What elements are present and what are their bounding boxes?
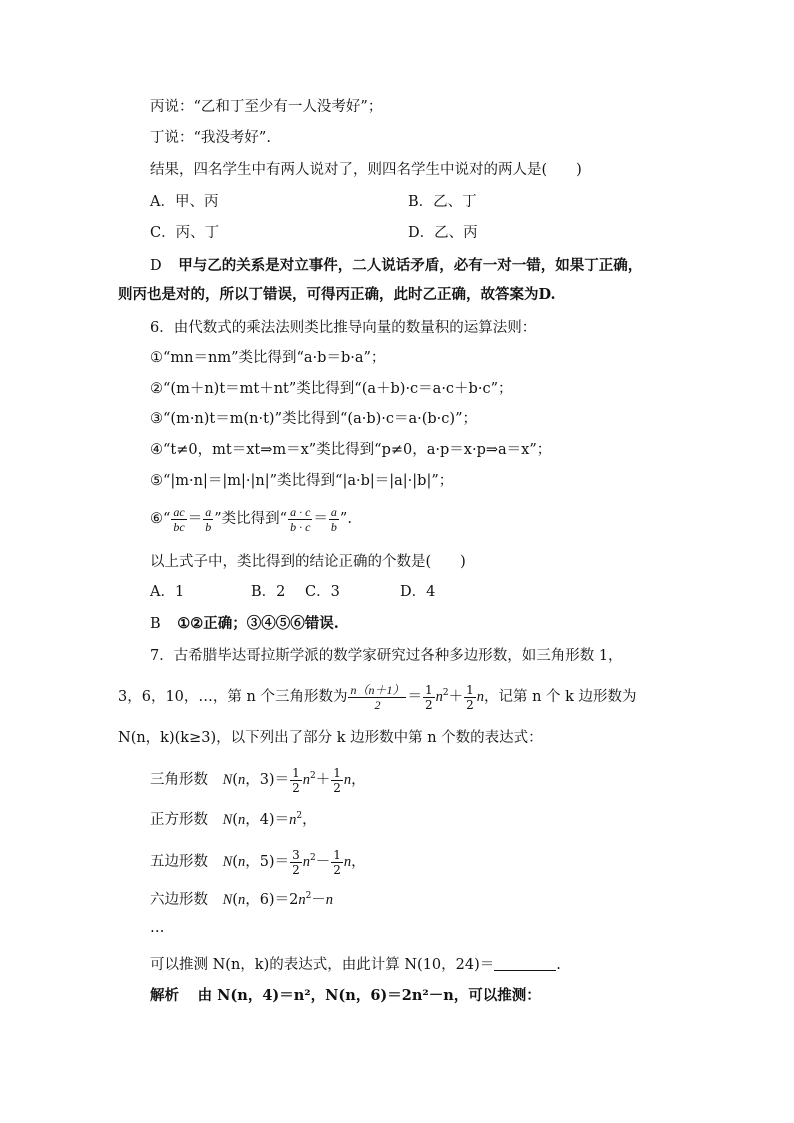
q6-item6-mid: ”类比得到“ bbox=[214, 511, 288, 527]
q6-answer bbox=[150, 614, 339, 634]
q5-option-c: C．丙、丁 bbox=[150, 225, 220, 241]
pent-label: 五边形数 bbox=[150, 854, 208, 870]
fraction-half-1: $\frac{1}{2}$ bbox=[424, 682, 433, 712]
q6-question: 以上式子中，类比得到的结论正确的个数是( ) bbox=[150, 554, 466, 570]
tri-label: 三角形数 bbox=[150, 772, 208, 788]
q7-solution-text: 由 N(n，4)＝n²，N(n，6)＝2n²－n，可以推测： bbox=[197, 987, 541, 1004]
q7-stem-line2-b: ，记第 n 个 k 边形数为 bbox=[484, 689, 637, 705]
q5-question: 结果，四名学生中有两人说对了，则四名学生中说对的两人是( ) bbox=[150, 162, 582, 178]
q6-item-5: ⑤“|m·n|＝|m|·|n|”类比得到“|a·b|＝|a|·|b|”； bbox=[150, 473, 454, 489]
q6-item-1: ①“mn＝nm”类比得到“a·b＝b·a”； bbox=[150, 350, 386, 366]
q6-option-a: A．1 bbox=[150, 584, 185, 600]
statement-ding: 丁说：“我没考好”. bbox=[150, 130, 271, 146]
q7-solution bbox=[150, 986, 541, 1006]
fraction-a-b: $\frac{a}{b}$ bbox=[205, 504, 212, 534]
ellipsis: … bbox=[150, 920, 165, 936]
formula-pentagonal: 五边形数 N(n，5)＝ $\frac{3}{2}$ $n^2-$ $\frac{1}{2}$ n， bbox=[150, 847, 366, 877]
q5-answer-letter: D bbox=[150, 258, 162, 274]
fraction-ac-bc: $\frac{ac}{bc}$ bbox=[173, 504, 185, 534]
q6-item-6: ⑥“ $\frac{ac}{bc}$ ＝ $\frac{a}{b}$ ”类比得到“ $\frac{a \cdot c}{b \cdot c}$ ＝ $\frac{a}{b}$ ”. bbox=[150, 504, 352, 534]
q6-option-b: B．2 bbox=[251, 584, 286, 600]
q6-item-3: ③“(m·n)t＝m(n·t)”类比得到“(a·b)·c＝a·(b·c)”； bbox=[150, 411, 477, 427]
q5-answer-explanation: 甲与乙的关系是对立事件，二人说话矛盾，必有一对一错，如果丁正确， bbox=[178, 257, 643, 274]
statement-bing: 丙说：“乙和丁至少有一人没考好”； bbox=[150, 99, 383, 115]
q5-answer bbox=[150, 256, 642, 276]
q7-stem-line1: 7．古希腊毕达哥拉斯学派的数学家研究过各种多边形数，如三角形数 1， bbox=[150, 648, 623, 664]
q7-ask-text: 可以推测 N(n，k)的表达式，由此计算 N(10，24)＝ bbox=[150, 957, 495, 973]
q5-answer-explanation-cont: 则丙也是对的，所以丁错误，可得丙正确，此时乙正确，故答案为D. bbox=[118, 286, 556, 303]
q6-item6-prefix: ⑥“ bbox=[150, 511, 171, 527]
q6-item-4: ④“t≠0，mt＝xt⇒m＝x”类比得到“p≠0，a·p＝x·p⇒a＝x”； bbox=[150, 442, 552, 458]
q7-stem-line2-a: 3，6，10，…，第 n 个三角形数为 bbox=[118, 689, 348, 705]
fraction-ac-bc-vector: $\frac{a \cdot c}{b \cdot c}$ bbox=[290, 504, 311, 534]
q6-item-2: ②“(m＋n)t＝mt＋nt”类比得到“(a＋b)·c＝a·c＋b·c”； bbox=[150, 381, 513, 397]
formula-triangular: 三角形数 N(n，3)＝ $\frac{1}{2}$ $n^2+$ $\frac{1}{2}$ n， bbox=[150, 765, 366, 795]
fraction-triangular: $\frac{n(n+1)}{2}$ bbox=[350, 682, 405, 712]
q6-item6-suffix: ”. bbox=[339, 511, 352, 527]
q5-option-d: D．乙、丙 bbox=[408, 225, 478, 241]
q6-stem: 6．由代数式的乘法法则类比推导向量的数量积的运算法则： bbox=[150, 320, 537, 336]
q5-option-a: A．甲、丙 bbox=[150, 194, 219, 210]
q7-solution-label: 解析 bbox=[150, 987, 179, 1004]
q6-option-c: C．3 bbox=[305, 584, 340, 600]
q7-ask: 可以推测 N(n，k)的表达式，由此计算 N(10，24)＝ . bbox=[150, 957, 561, 973]
hex-label: 六边形数 bbox=[150, 892, 208, 908]
q6-answer-explanation: ①②正确；③④⑤⑥错误. bbox=[177, 615, 339, 632]
q6-option-d: D．4 bbox=[400, 584, 436, 600]
fraction-half-2: $\frac{1}{2}$ bbox=[466, 682, 474, 712]
answer-blank[interactable] bbox=[494, 956, 556, 971]
q7-stem-line2: 3，6，10，…，第 n 个三角形数为 $\frac{n(n+1)}{2}$ ＝ $\frac{1}{2}$ $n^2+$ $\frac{1}{2}$ n，记第 n 个 k 边形数为 bbox=[118, 682, 637, 712]
q7-stem-line3: N(n，k)(k≥3)，以下列出了部分 k 边形数中第 n 个数的表达式： bbox=[118, 730, 543, 746]
formula-square: 正方形数 N(n，$4)=n^2$， bbox=[150, 811, 317, 828]
q6-answer-letter: B bbox=[150, 616, 161, 632]
q5-option-b: B．乙、丁 bbox=[408, 194, 477, 210]
sq-label: 正方形数 bbox=[150, 812, 208, 828]
formula-hexagonal: 六边形数 N(n，$6)=2n^2-n$ bbox=[150, 891, 334, 908]
fraction-a-b-vector: $\frac{a}{b}$ bbox=[330, 504, 337, 534]
